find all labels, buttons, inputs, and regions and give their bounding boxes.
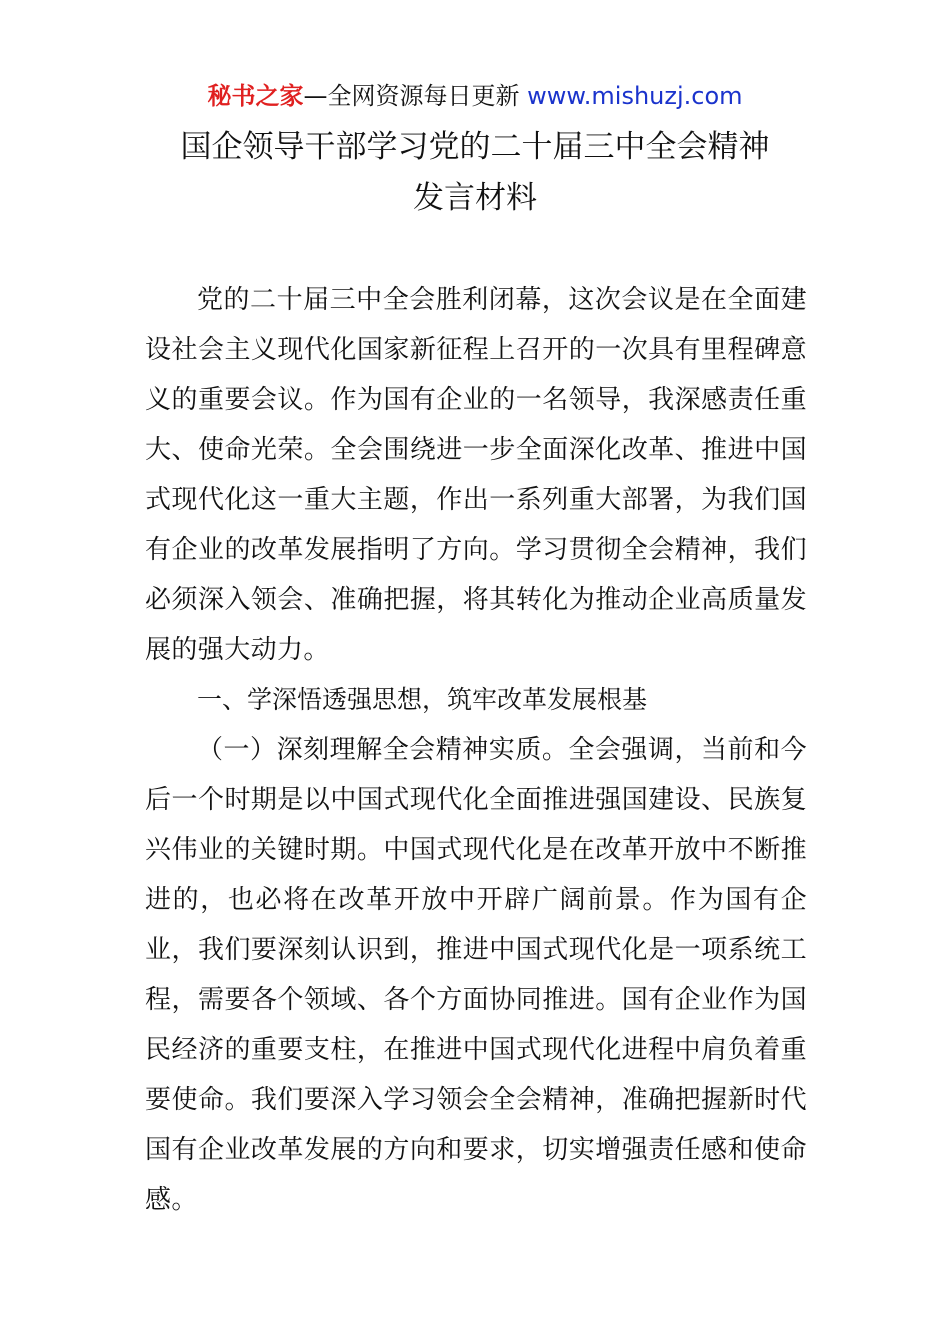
header-tagline: —全网资源每日更新 — [303, 82, 520, 110]
section-1-heading: 一、学深悟透强思想，筑牢改革发展根基 — [197, 685, 648, 714]
section-1-paragraph-1: （一）深刻理解全会精神实质。全会强调，当前和今后一个时期是以中国式现代化全面推进强国建设、民族复兴伟业的关键时期。中国式现代化是在改革开放中不断推进的，也必将在改革开放中开辟广阔前景。作为国有企业，我们要深刻认识到，推进中国式现代化是一项系统工程，需要各个领域、各个方面协同推进。国有企业作为国民经济的重要支柱，在推进中国式现代化进程中肩负着重要使命。我们要深入学习领会全会精神，准确把握新时代国有企业改革发展的方向和要求，切实增强责任感和使命感。 — [145, 735, 807, 1215]
document-title-line-1: 国企领导干部学习党的二十届三中全会精神 — [180, 129, 770, 165]
document-body — [145, 275, 807, 1225]
site-header — [0, 80, 950, 112]
brand-name: 秘书之家 — [207, 82, 304, 110]
document-title-line-2: 发言材料 — [413, 180, 537, 216]
intro-paragraph: 党的二十届三中全会胜利闭幕，这次会议是在全面建设社会主义现代化国家新征程上召开的一次具有里程碑意义的重要会议。作为国有企业的一名领导，我深感责任重大、使命光荣。全会围绕进一步全面深化改革、推进中国式现代化这一重大主题，作出一系列重大部署，为我们国有企业的改革发展指明了方向。学习贯彻全会精神，我们必须深入领会、准确把握，将其转化为推动企业高质量发展的强大动力。 — [145, 285, 807, 665]
site-url-link[interactable]: www.mishuzj.com — [527, 82, 743, 110]
